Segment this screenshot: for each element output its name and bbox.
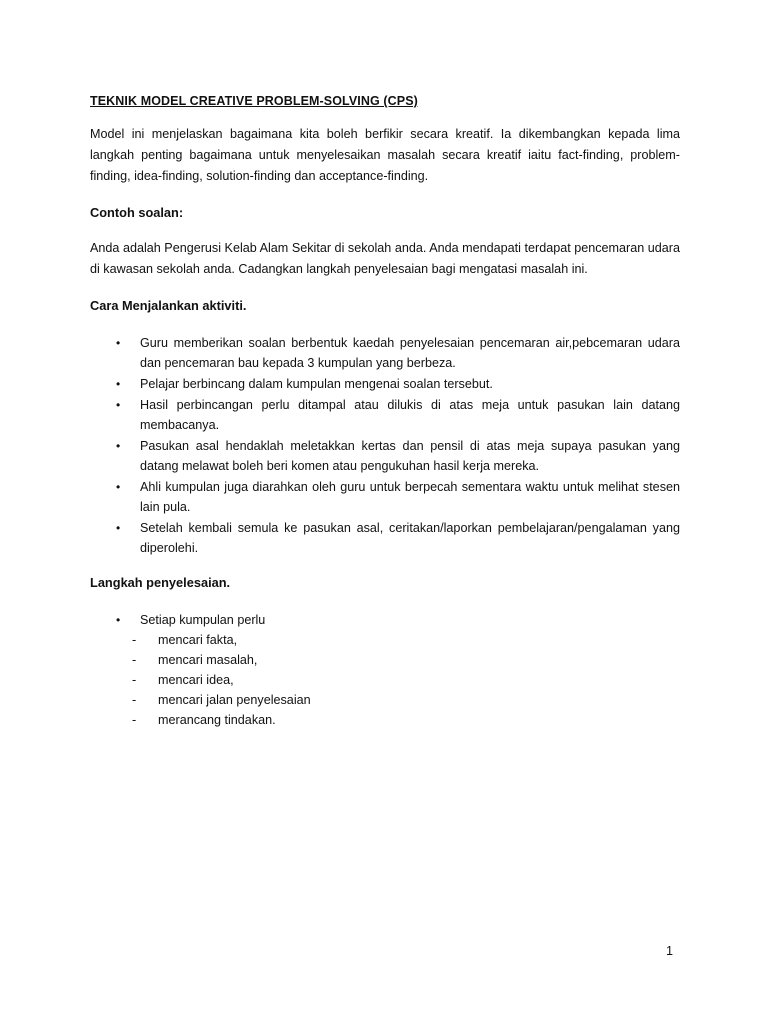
activity-step [90,395,680,435]
activity-step [90,436,680,476]
solution-step-text: mencari idea, [158,673,234,687]
activity-step-text: Hasil perbincangan perlu ditampal atau dilukis di atas meja untuk pasukan lain datang membacanya. [140,398,680,432]
solution-step [132,710,680,730]
activity-step-text: Pasukan asal hendaklah meletakkan kertas dan pensil di atas meja supaya pasukan yang datang melawat boleh beri komen atau pengukuhan hasil kerja mereka. [140,439,680,473]
solution-intro: Setiap kumpulan perlu [140,613,266,627]
page-number: 1 [666,944,674,958]
solution-step-text: mencari jalan penyelesaian [158,693,311,707]
solution-step-text: mencari masalah, [158,653,258,667]
document-title: TEKNIK MODEL CREATIVE PROBLEM-SOLVING (CPS) [90,94,418,108]
dash-icon: - [132,633,137,647]
solution-item [90,610,680,730]
intro-paragraph: Model ini menjelaskan bagaimana kita boleh berfikir secara kreatif. Ia dikembangkan kepada lima langkah penting bagaimana untuk menyelesaikan masalah secara kreatif iaitu fact-finding, problem-finding, idea-finding, solution-finding dan acceptance-finding. [90,127,680,183]
solution-step-text: mencari fakta, [158,633,238,647]
solution-step [132,630,680,650]
solution-heading: Langkah penyelesaian. [90,575,231,590]
example-heading: Contoh soalan: [90,205,184,220]
activity-step-text: Guru memberikan soalan berbentuk kaedah penyelesaian pencemaran air,pebcemaran udara dan pencemaran bau kepada 3 kumpulan yang berbeza. [140,336,680,370]
activity-steps-list [90,333,680,558]
activity-heading: Cara Menjalankan aktiviti. [90,298,247,313]
activity-step-text: Setelah kembali semula ke pasukan asal, ceritakan/laporkan pembelajaran/pengalaman yang diperolehi. [140,521,680,555]
bullet-icon: • [116,439,121,453]
dash-icon: - [132,673,137,687]
activity-step [90,477,680,517]
activity-step [90,374,680,394]
example-question: Anda adalah Pengerusi Kelab Alam Sekitar di sekolah anda. Anda mendapati terdapat pencemaran udara di kawasan sekolah anda. Cadangkan langkah penyelesaian bagi mengatasi masalah ini. [90,241,680,276]
solution-step-text: merancang tindakan. [158,713,276,727]
dash-icon: - [132,653,137,667]
bullet-icon: • [116,398,121,412]
bullet-icon: • [116,480,121,494]
solution-step [132,650,680,670]
dash-icon: - [132,713,137,727]
document-page [90,92,680,730]
solution-list [90,610,680,730]
solution-step [132,670,680,690]
solution-steps-list [132,630,680,730]
bullet-icon: • [116,521,121,535]
dash-icon: - [132,693,137,707]
activity-step-text: Ahli kumpulan juga diarahkan oleh guru untuk berpecah sementara waktu untuk melihat stesen lain pula. [140,480,680,514]
activity-step [90,518,680,558]
activity-step-text: Pelajar berbincang dalam kumpulan mengenai soalan tersebut. [140,377,493,391]
bullet-icon: • [116,377,121,391]
bullet-icon: • [116,336,121,350]
bullet-icon: • [116,613,121,627]
activity-step [90,333,680,373]
solution-step [132,690,680,710]
